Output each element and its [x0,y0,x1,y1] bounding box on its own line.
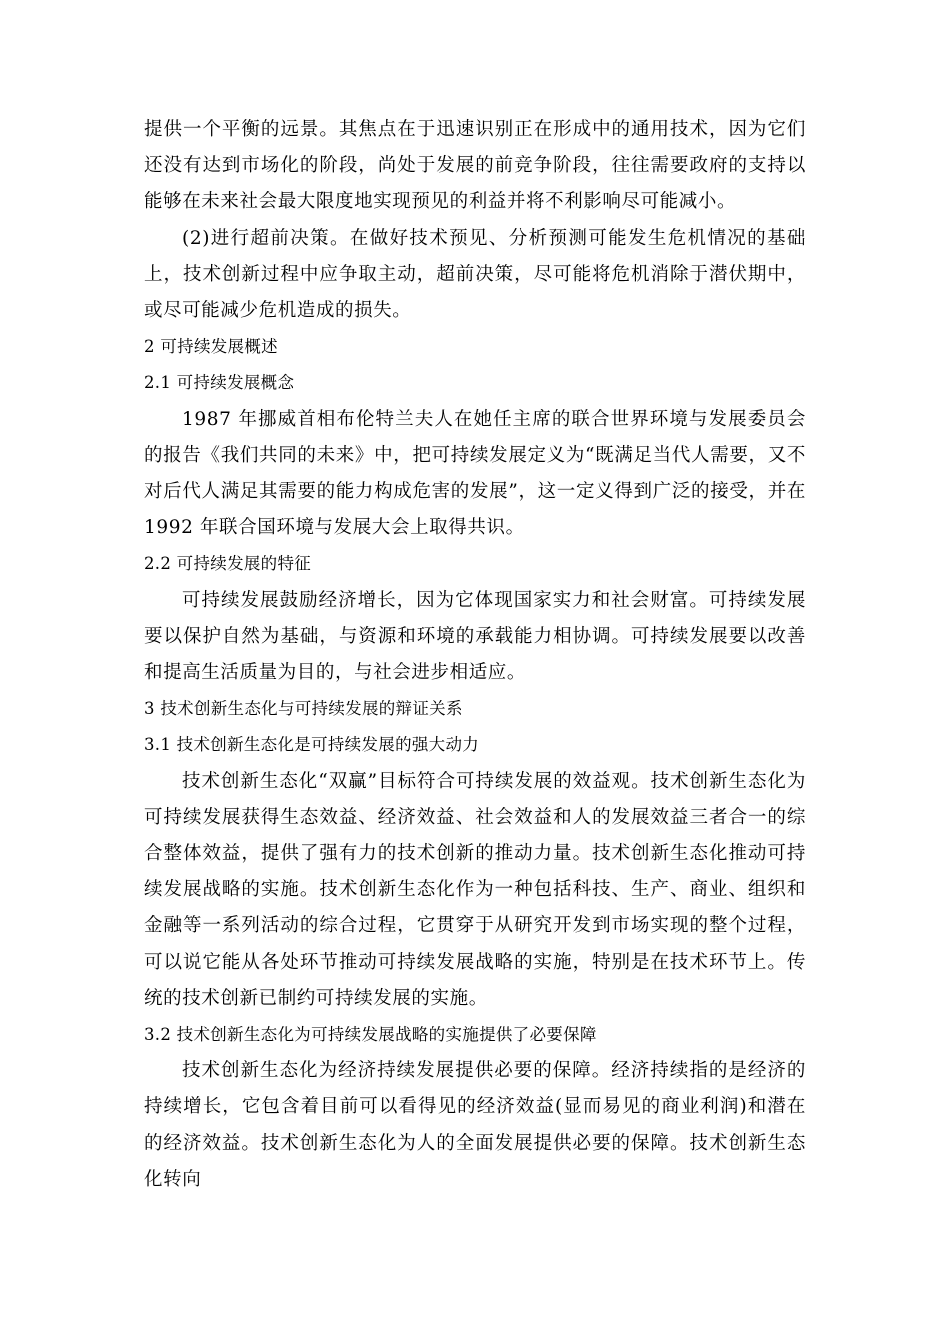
paragraph-2: (2)进行超前决策。在做好技术预见、分析预测可能发生危机情况的基础上，技术创新过程中应争取主动，超前决策，尽可能将危机消除于潜伏期中，或尽可能减少危机造成的损失。 [144,227,806,322]
section-heading-2-2: 2.2 可持续发展的特征 [144,554,312,574]
section-heading-2: 2 可持续发展概述 [144,337,278,357]
section-heading-3-1: 3.1 技术创新生态化是可持续发展的强大动力 [144,735,480,755]
paragraph-1: 提供一个平衡的远景。其焦点在于迅速识别正在形成中的通用技术，因为它们还没有达到市场化的阶段，尚处于发展的前竞争阶段，往往需要政府的支持以能够在未来社会最大限度地实现预见的利益并将不利影响尽可能减小。 [144,119,806,213]
paragraph-4: 可持续发展鼓励经济增长，因为它体现国家实力和社会财富。可持续发展要以保护自然为基础，与资源和环境的承载能力相协调。可持续发展要以改善和提高生活质量为目的，与社会进步相适应。 [144,589,806,684]
document-body [144,112,806,1198]
paragraph-6: 技术创新生态化为经济持续发展提供必要的保障。经济持续指的是经济的持续增长，它包含着目前可以看得见的经济效益(显而易见的商业利润)和潜在的经济效益。技术创新生态化为人的全面发展提供必要的保障。技术创新生态化转向 [144,1060,806,1190]
paragraph-3: 1987 年挪威首相布伦特兰夫人在她任主席的联合世界环境与发展委员会的报告《我们共同的未来》中，把可持续发展定义为“既满足当代人需要，又不对后代人满足其需要的能力构成危害的发展”，这一定义得到广泛的接受，并在 1992 年联合国环境与发展大会上取得共识。 [144,408,806,539]
paragraph-5: 技术创新生态化“双赢”目标符合可持续发展的效益观。技术创新生态化为可持续发展获得生态效益、经济效益、社会效益和人的发展效益三者合一的综合整体效益，提供了强有力的技术创新的推动力量。技术创新生态化推动可持续发展战略的实施。技术创新生态化作为一种包括科技、生产、商业、组织和金融等一系列活动的综合过程，它贯穿于从研究开发到市场实现的整个过程，可以说它能从各处环节推动可持续发展战略的实施，特别是在技术环节上。传统的技术创新已制约可持续发展的实施。 [144,770,806,1009]
section-heading-3: 3 技术创新生态化与可持续发展的辩证关系 [144,699,463,719]
section-heading-3-2: 3.2 技术创新生态化为可持续发展战略的实施提供了必要保障 [144,1025,597,1045]
section-heading-2-1: 2.1 可持续发展概念 [144,373,295,393]
